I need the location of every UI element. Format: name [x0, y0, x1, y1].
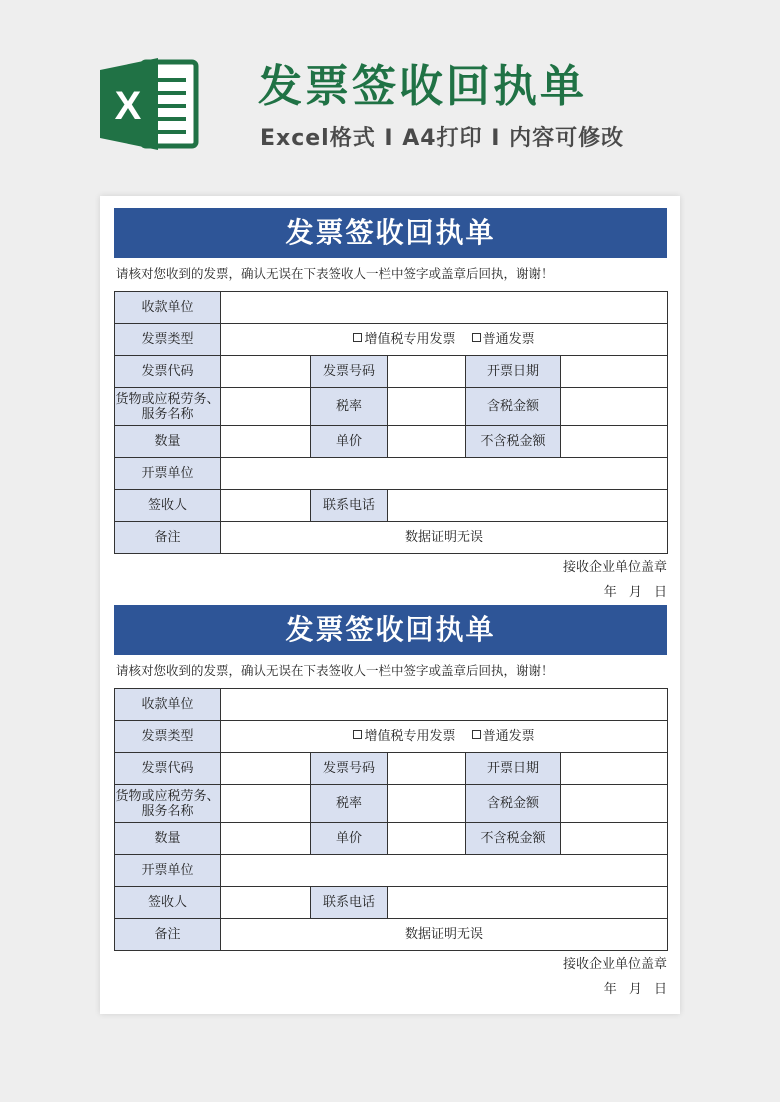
table-row [115, 388, 668, 426]
form-instruction: 请核对您收到的发票，确认无误在下表签收人一栏中签字或盖章后回执，谢谢！ [116, 663, 554, 678]
issue-date-label: 开票日期 [466, 356, 561, 388]
table-row [115, 823, 668, 855]
signer-label: 签收人 [115, 490, 221, 522]
table-row [115, 753, 668, 785]
amount-without-tax-cell[interactable] [561, 823, 668, 855]
table-row [115, 522, 668, 554]
document-sheet [100, 196, 680, 1014]
amount-with-tax-cell[interactable] [561, 388, 668, 426]
remarks-label: 备注 [115, 919, 221, 951]
form-title: 发票签收回执单 [114, 605, 667, 655]
unit-price-label: 单价 [311, 426, 388, 458]
unit-price-label: 单价 [311, 823, 388, 855]
amount-without-tax-cell[interactable] [561, 426, 668, 458]
invoice-code-cell[interactable] [221, 753, 311, 785]
goods-name-cell[interactable] [221, 785, 311, 823]
quantity-cell[interactable] [221, 426, 311, 458]
table-row [115, 919, 668, 951]
tax-rate-label: 税率 [311, 785, 388, 823]
table-row [115, 855, 668, 887]
remarks-cell[interactable]: 数据证明无误 [221, 919, 668, 951]
receipt-table [114, 688, 668, 951]
signer-label: 签收人 [115, 887, 221, 919]
issuer-cell[interactable] [221, 458, 668, 490]
payee-cell[interactable] [221, 689, 668, 721]
issuer-cell[interactable] [221, 855, 668, 887]
checkbox-icon[interactable] [353, 730, 362, 739]
checkbox-icon[interactable] [472, 730, 481, 739]
invoice-code-label: 发票代码 [115, 753, 221, 785]
tax-rate-cell[interactable] [388, 785, 466, 823]
unit-price-cell[interactable] [388, 823, 466, 855]
table-row [115, 887, 668, 919]
remarks-cell[interactable]: 数据证明无误 [221, 522, 668, 554]
goods-name-label: 货物或应税劳务、服务名称 [115, 785, 221, 823]
payee-cell[interactable] [221, 292, 668, 324]
seal-label: 接收企业单位盖章 [562, 560, 667, 575]
invoice-number-label: 发票号码 [311, 753, 388, 785]
payee-label: 收款单位 [115, 689, 221, 721]
option-vat-invoice[interactable]: 增值税专用发票 [353, 729, 455, 744]
payee-label: 收款单位 [115, 292, 221, 324]
amount-without-tax-label: 不含税金额 [466, 426, 561, 458]
option-normal-invoice[interactable]: 普通发票 [472, 729, 535, 744]
invoice-number-label: 发票号码 [311, 356, 388, 388]
issue-date-label: 开票日期 [466, 753, 561, 785]
phone-label: 联系电话 [311, 490, 388, 522]
tax-rate-label: 税率 [311, 388, 388, 426]
tax-rate-cell[interactable] [388, 388, 466, 426]
amount-with-tax-label: 含税金额 [466, 388, 561, 426]
date-line: 年 月 日 [603, 982, 667, 997]
issue-date-cell[interactable] [561, 753, 668, 785]
date-line: 年 月 日 [603, 585, 667, 600]
table-row [115, 426, 668, 458]
table-row [115, 292, 668, 324]
seal-label: 接收企业单位盖章 [562, 957, 667, 972]
page-subtitle: Excel格式 I A4打印 I 内容可修改 [260, 126, 625, 151]
invoice-number-cell[interactable] [388, 753, 466, 785]
receipt-form-2 [114, 605, 667, 999]
issuer-label: 开票单位 [115, 855, 221, 887]
signer-cell[interactable] [221, 490, 311, 522]
amount-without-tax-label: 不含税金额 [466, 823, 561, 855]
issue-date-cell[interactable] [561, 356, 668, 388]
invoice-code-cell[interactable] [221, 356, 311, 388]
table-row [115, 356, 668, 388]
page-title: 发票签收回执单 [258, 61, 587, 112]
svg-text:X: X [114, 84, 142, 128]
signer-cell[interactable] [221, 887, 311, 919]
table-row [115, 689, 668, 721]
invoice-type-label: 发票类型 [115, 324, 221, 356]
remarks-label: 备注 [115, 522, 221, 554]
table-row [115, 490, 668, 522]
receipt-table [114, 291, 668, 554]
excel-logo-icon [100, 58, 200, 150]
page-header [0, 0, 780, 190]
amount-with-tax-cell[interactable] [561, 785, 668, 823]
unit-price-cell[interactable] [388, 426, 466, 458]
issuer-label: 开票单位 [115, 458, 221, 490]
quantity-cell[interactable] [221, 823, 311, 855]
option-vat-invoice[interactable]: 增值税专用发票 [353, 332, 455, 347]
option-normal-invoice[interactable]: 普通发票 [472, 332, 535, 347]
invoice-type-cell [221, 324, 668, 356]
phone-cell[interactable] [388, 887, 668, 919]
table-row [115, 721, 668, 753]
form-instruction: 请核对您收到的发票，确认无误在下表签收人一栏中签字或盖章后回执，谢谢！ [116, 266, 554, 281]
phone-label: 联系电话 [311, 887, 388, 919]
quantity-label: 数量 [115, 823, 221, 855]
invoice-number-cell[interactable] [388, 356, 466, 388]
checkbox-icon[interactable] [353, 333, 362, 342]
invoice-code-label: 发票代码 [115, 356, 221, 388]
amount-with-tax-label: 含税金额 [466, 785, 561, 823]
form-title: 发票签收回执单 [114, 208, 667, 258]
quantity-label: 数量 [115, 426, 221, 458]
invoice-type-cell [221, 721, 668, 753]
table-row [115, 458, 668, 490]
table-row [115, 785, 668, 823]
goods-name-cell[interactable] [221, 388, 311, 426]
checkbox-icon[interactable] [472, 333, 481, 342]
goods-name-label: 货物或应税劳务、服务名称 [115, 388, 221, 426]
phone-cell[interactable] [388, 490, 668, 522]
table-row [115, 324, 668, 356]
receipt-form-1 [114, 208, 667, 602]
invoice-type-label: 发票类型 [115, 721, 221, 753]
